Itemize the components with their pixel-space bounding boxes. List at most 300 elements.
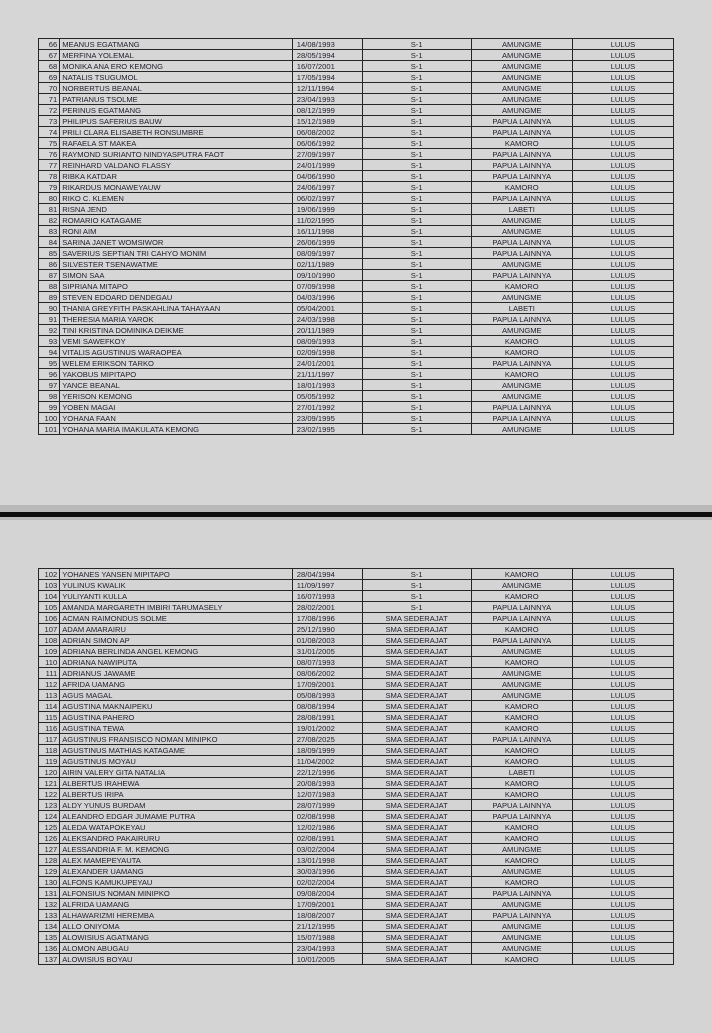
table-row xyxy=(39,413,674,424)
birth-date: 05/08/1993 xyxy=(292,690,362,701)
region-group: PAPUA LAINNYA xyxy=(471,635,572,646)
result-status: LULUS xyxy=(572,800,673,811)
birth-date: 12/07/1983 xyxy=(292,789,362,800)
birth-date: 17/08/1996 xyxy=(292,613,362,624)
education-level: S-1 xyxy=(362,591,471,602)
region-group: LABETI xyxy=(471,767,572,778)
result-status: LULUS xyxy=(572,402,673,413)
result-status: LULUS xyxy=(572,369,673,380)
participant-name: AGUSTINUS MOYAU xyxy=(60,756,293,767)
birth-date: 11/09/1997 xyxy=(292,580,362,591)
birth-date: 27/01/1992 xyxy=(292,402,362,413)
result-status: LULUS xyxy=(572,778,673,789)
education-level: SMA SEDERAJAT xyxy=(362,712,471,723)
birth-date: 11/02/1995 xyxy=(292,215,362,226)
participant-name: ALOMON ABUGAU xyxy=(60,943,293,954)
result-status: LULUS xyxy=(572,877,673,888)
result-status: LULUS xyxy=(572,844,673,855)
table-row xyxy=(39,712,674,723)
education-level: SMA SEDERAJAT xyxy=(362,811,471,822)
participant-name: ADRIANA BERLINDA ANGEL KEMONG xyxy=(60,646,293,657)
education-level: S-1 xyxy=(362,116,471,127)
participant-name: AGUSTINUS FRANSISCO NOMAN MINIPKO xyxy=(60,734,293,745)
region-group: PAPUA LAINNYA xyxy=(471,888,572,899)
education-level: S-1 xyxy=(362,237,471,248)
row-number: 135 xyxy=(39,932,60,943)
education-level: SMA SEDERAJAT xyxy=(362,921,471,932)
row-number: 102 xyxy=(39,569,60,580)
table-row xyxy=(39,116,674,127)
education-level: SMA SEDERAJAT xyxy=(362,756,471,767)
result-status: LULUS xyxy=(572,61,673,72)
row-number: 73 xyxy=(39,116,60,127)
education-level: SMA SEDERAJAT xyxy=(362,877,471,888)
education-level: S-1 xyxy=(362,314,471,325)
participant-name: AIRIN VALERY GITA NATALIA xyxy=(60,767,293,778)
row-number: 96 xyxy=(39,369,60,380)
participant-name: AGUSTINA MAKNAIPEKU xyxy=(60,701,293,712)
region-group: AMUNGME xyxy=(471,259,572,270)
birth-date: 13/01/1998 xyxy=(292,855,362,866)
region-group: KAMORO xyxy=(471,723,572,734)
document-page-2 xyxy=(0,520,712,1033)
result-status: LULUS xyxy=(572,292,673,303)
table-row xyxy=(39,380,674,391)
birth-date: 08/09/1993 xyxy=(292,336,362,347)
participant-name: ALOWISIUS BOYAU xyxy=(60,954,293,965)
table-row xyxy=(39,723,674,734)
table-row xyxy=(39,580,674,591)
table-row xyxy=(39,569,674,580)
birth-date: 17/05/1994 xyxy=(292,72,362,83)
education-level: S-1 xyxy=(362,226,471,237)
table-row xyxy=(39,270,674,281)
table-row xyxy=(39,888,674,899)
table-row xyxy=(39,602,674,613)
region-group: AMUNGME xyxy=(471,866,572,877)
education-level: SMA SEDERAJAT xyxy=(362,646,471,657)
education-level: SMA SEDERAJAT xyxy=(362,822,471,833)
education-level: SMA SEDERAJAT xyxy=(362,943,471,954)
participant-name: YANCE BEANAL xyxy=(60,380,293,391)
participant-name: PERINUS EGATMANG xyxy=(60,105,293,116)
table-row xyxy=(39,215,674,226)
region-group: LABETI xyxy=(471,204,572,215)
birth-date: 24/01/1999 xyxy=(292,160,362,171)
education-level: S-1 xyxy=(362,127,471,138)
result-status: LULUS xyxy=(572,833,673,844)
education-level: S-1 xyxy=(362,149,471,160)
table-row xyxy=(39,226,674,237)
education-level: SMA SEDERAJAT xyxy=(362,723,471,734)
participant-name: MERFINA YOLEMAL xyxy=(60,50,293,61)
education-level: SMA SEDERAJAT xyxy=(362,668,471,679)
birth-date: 02/09/1998 xyxy=(292,347,362,358)
row-number: 130 xyxy=(39,877,60,888)
region-group: AMUNGME xyxy=(471,391,572,402)
row-number: 100 xyxy=(39,413,60,424)
table-row xyxy=(39,844,674,855)
row-number: 105 xyxy=(39,602,60,613)
birth-date: 16/11/1998 xyxy=(292,226,362,237)
table-row xyxy=(39,138,674,149)
participant-name: ADAM AMARAIRU xyxy=(60,624,293,635)
education-level: S-1 xyxy=(362,303,471,314)
result-status: LULUS xyxy=(572,943,673,954)
birth-date: 06/06/1992 xyxy=(292,138,362,149)
education-level: SMA SEDERAJAT xyxy=(362,778,471,789)
birth-date: 17/09/2001 xyxy=(292,679,362,690)
result-status: LULUS xyxy=(572,613,673,624)
participant-name: ALFONSIUS NOMAN MINIPKO xyxy=(60,888,293,899)
region-group: KAMORO xyxy=(471,569,572,580)
table-row xyxy=(39,921,674,932)
row-number: 118 xyxy=(39,745,60,756)
table-row xyxy=(39,424,674,435)
birth-date: 17/09/2001 xyxy=(292,899,362,910)
table-row xyxy=(39,657,674,668)
birth-date: 12/02/1986 xyxy=(292,822,362,833)
region-group: PAPUA LAINNYA xyxy=(471,613,572,624)
row-number: 131 xyxy=(39,888,60,899)
education-level: S-1 xyxy=(362,160,471,171)
result-status: LULUS xyxy=(572,899,673,910)
result-status: LULUS xyxy=(572,138,673,149)
result-status: LULUS xyxy=(572,160,673,171)
participant-name: ADRIAN SIMON AP xyxy=(60,635,293,646)
table-row xyxy=(39,690,674,701)
participant-name: YOHANA MARIA IMAKULATA KEMONG xyxy=(60,424,293,435)
row-number: 67 xyxy=(39,50,60,61)
region-group: PAPUA LAINNYA xyxy=(471,127,572,138)
birth-date: 06/08/2002 xyxy=(292,127,362,138)
participant-name: ALESSANDRIA F. M. KEMONG xyxy=(60,844,293,855)
participant-name: PHILIPUS SAFERIUS BAUW xyxy=(60,116,293,127)
birth-date: 02/08/1991 xyxy=(292,833,362,844)
region-group: KAMORO xyxy=(471,712,572,723)
table-row xyxy=(39,855,674,866)
result-status: LULUS xyxy=(572,237,673,248)
table-row xyxy=(39,866,674,877)
row-number: 127 xyxy=(39,844,60,855)
row-number: 78 xyxy=(39,171,60,182)
region-group: PAPUA LAINNYA xyxy=(471,171,572,182)
participant-name: THANIA GREYFITH PASKAHLINA TAHAYAAN xyxy=(60,303,293,314)
table-row xyxy=(39,778,674,789)
education-level: S-1 xyxy=(362,182,471,193)
participant-name: ADRIANUS JAWAME xyxy=(60,668,293,679)
table-row xyxy=(39,237,674,248)
region-group: KAMORO xyxy=(471,347,572,358)
result-status: LULUS xyxy=(572,72,673,83)
education-level: SMA SEDERAJAT xyxy=(362,624,471,635)
region-group: KAMORO xyxy=(471,855,572,866)
birth-date: 30/03/1996 xyxy=(292,866,362,877)
row-number: 88 xyxy=(39,281,60,292)
education-level: S-1 xyxy=(362,94,471,105)
education-level: SMA SEDERAJAT xyxy=(362,789,471,800)
education-level: SMA SEDERAJAT xyxy=(362,701,471,712)
birth-date: 28/02/2001 xyxy=(292,602,362,613)
row-number: 95 xyxy=(39,358,60,369)
result-status: LULUS xyxy=(572,248,673,259)
table-row xyxy=(39,877,674,888)
row-number: 122 xyxy=(39,789,60,800)
table-row xyxy=(39,734,674,745)
row-number: 87 xyxy=(39,270,60,281)
table-row xyxy=(39,822,674,833)
region-group: KAMORO xyxy=(471,624,572,635)
education-level: S-1 xyxy=(362,72,471,83)
table-row xyxy=(39,899,674,910)
participant-name: ALFRIDA UAMANG xyxy=(60,899,293,910)
participant-name: AGUS MAGAL xyxy=(60,690,293,701)
result-status: LULUS xyxy=(572,94,673,105)
row-number: 123 xyxy=(39,800,60,811)
result-status: LULUS xyxy=(572,657,673,668)
row-number: 89 xyxy=(39,292,60,303)
table-row xyxy=(39,94,674,105)
participant-name: SILVESTER TSENAWATME xyxy=(60,259,293,270)
region-group: PAPUA LAINNYA xyxy=(471,800,572,811)
result-status: LULUS xyxy=(572,171,673,182)
birth-date: 07/09/1998 xyxy=(292,281,362,292)
education-level: SMA SEDERAJAT xyxy=(362,800,471,811)
table-row xyxy=(39,182,674,193)
row-number: 94 xyxy=(39,347,60,358)
row-number: 106 xyxy=(39,613,60,624)
participant-name: RIBKA KATDAR xyxy=(60,171,293,182)
table-row xyxy=(39,347,674,358)
result-status: LULUS xyxy=(572,646,673,657)
birth-date: 08/06/2002 xyxy=(292,668,362,679)
region-group: AMUNGME xyxy=(471,39,572,50)
table-row xyxy=(39,668,674,679)
education-level: S-1 xyxy=(362,193,471,204)
participant-name: WELEM ERIKSON TARKO xyxy=(60,358,293,369)
row-number: 103 xyxy=(39,580,60,591)
education-level: S-1 xyxy=(362,424,471,435)
result-status: LULUS xyxy=(572,380,673,391)
row-number: 134 xyxy=(39,921,60,932)
participant-name: YOBEN MAGAI xyxy=(60,402,293,413)
birth-date: 31/01/2005 xyxy=(292,646,362,657)
row-number: 76 xyxy=(39,149,60,160)
region-group: KAMORO xyxy=(471,745,572,756)
participant-name: RAFAELA ST MAKEA xyxy=(60,138,293,149)
birth-date: 23/09/1995 xyxy=(292,413,362,424)
participant-name: NORBERTUS BEANAL xyxy=(60,83,293,94)
participant-name: TINI KRISTINA DOMINIKA DEIKME xyxy=(60,325,293,336)
result-status: LULUS xyxy=(572,712,673,723)
row-number: 77 xyxy=(39,160,60,171)
row-number: 75 xyxy=(39,138,60,149)
region-group: PAPUA LAINNYA xyxy=(471,734,572,745)
region-group: KAMORO xyxy=(471,369,572,380)
result-status: LULUS xyxy=(572,325,673,336)
result-status: LULUS xyxy=(572,591,673,602)
table-row xyxy=(39,204,674,215)
result-status: LULUS xyxy=(572,127,673,138)
row-number: 129 xyxy=(39,866,60,877)
education-level: SMA SEDERAJAT xyxy=(362,679,471,690)
region-group: AMUNGME xyxy=(471,899,572,910)
table-row xyxy=(39,369,674,380)
education-level: SMA SEDERAJAT xyxy=(362,932,471,943)
document-page-1 xyxy=(0,0,712,505)
result-status: LULUS xyxy=(572,424,673,435)
result-status: LULUS xyxy=(572,734,673,745)
results-table-1 xyxy=(38,38,674,435)
row-number: 125 xyxy=(39,822,60,833)
result-status: LULUS xyxy=(572,347,673,358)
row-number: 111 xyxy=(39,668,60,679)
result-status: LULUS xyxy=(572,910,673,921)
region-group: AMUNGME xyxy=(471,50,572,61)
participant-name: ALBERTUS IRIPA xyxy=(60,789,293,800)
table-row xyxy=(39,756,674,767)
education-level: S-1 xyxy=(362,105,471,116)
result-status: LULUS xyxy=(572,226,673,237)
row-number: 93 xyxy=(39,336,60,347)
result-status: LULUS xyxy=(572,855,673,866)
participant-name: AMANDA MARGARETH IMBIRI TARUMASELY xyxy=(60,602,293,613)
row-number: 117 xyxy=(39,734,60,745)
birth-date: 15/07/1988 xyxy=(292,932,362,943)
table-row xyxy=(39,943,674,954)
birth-date: 26/06/1999 xyxy=(292,237,362,248)
table-row xyxy=(39,402,674,413)
birth-date: 28/08/1991 xyxy=(292,712,362,723)
table-row xyxy=(39,635,674,646)
region-group: AMUNGME xyxy=(471,380,572,391)
result-status: LULUS xyxy=(572,866,673,877)
result-status: LULUS xyxy=(572,182,673,193)
row-number: 70 xyxy=(39,83,60,94)
result-status: LULUS xyxy=(572,756,673,767)
result-status: LULUS xyxy=(572,767,673,778)
row-number: 68 xyxy=(39,61,60,72)
region-group: PAPUA LAINNYA xyxy=(471,116,572,127)
birth-date: 19/06/1999 xyxy=(292,204,362,215)
row-number: 83 xyxy=(39,226,60,237)
education-level: S-1 xyxy=(362,281,471,292)
participant-name: YERISON KEMONG xyxy=(60,391,293,402)
participant-name: PRILI CLARA ELISABETH RONSUMBRE xyxy=(60,127,293,138)
table-row xyxy=(39,281,674,292)
education-level: SMA SEDERAJAT xyxy=(362,635,471,646)
table-row xyxy=(39,910,674,921)
row-number: 110 xyxy=(39,657,60,668)
row-number: 112 xyxy=(39,679,60,690)
result-status: LULUS xyxy=(572,888,673,899)
participant-name: SAVERIUS SEPTIAN TRI CAHYO MONIM xyxy=(60,248,293,259)
table-row xyxy=(39,127,674,138)
region-group: KAMORO xyxy=(471,701,572,712)
result-status: LULUS xyxy=(572,701,673,712)
region-group: AMUNGME xyxy=(471,61,572,72)
participant-name: NATALIS TSUGUMOL xyxy=(60,72,293,83)
table-row xyxy=(39,149,674,160)
participant-name: ALDY YUNUS BURDAM xyxy=(60,800,293,811)
result-status: LULUS xyxy=(572,954,673,965)
table-row xyxy=(39,72,674,83)
region-group: PAPUA LAINNYA xyxy=(471,160,572,171)
participant-name: ALOWISIUS AGATMANG xyxy=(60,932,293,943)
region-group: PAPUA LAINNYA xyxy=(471,413,572,424)
birth-date: 02/11/1989 xyxy=(292,259,362,270)
birth-date: 28/05/1994 xyxy=(292,50,362,61)
birth-date: 10/01/2005 xyxy=(292,954,362,965)
table-row xyxy=(39,391,674,402)
table-row xyxy=(39,303,674,314)
education-level: SMA SEDERAJAT xyxy=(362,767,471,778)
result-status: LULUS xyxy=(572,789,673,800)
result-status: LULUS xyxy=(572,811,673,822)
region-group: KAMORO xyxy=(471,591,572,602)
table-row xyxy=(39,83,674,94)
row-number: 72 xyxy=(39,105,60,116)
result-status: LULUS xyxy=(572,50,673,61)
result-status: LULUS xyxy=(572,745,673,756)
region-group: AMUNGME xyxy=(471,105,572,116)
education-level: SMA SEDERAJAT xyxy=(362,613,471,624)
education-level: SMA SEDERAJAT xyxy=(362,745,471,756)
table-row xyxy=(39,171,674,182)
region-group: PAPUA LAINNYA xyxy=(471,910,572,921)
region-group: KAMORO xyxy=(471,833,572,844)
birth-date: 05/05/1992 xyxy=(292,391,362,402)
region-group: AMUNGME xyxy=(471,646,572,657)
birth-date: 06/02/1997 xyxy=(292,193,362,204)
birth-date: 04/03/1996 xyxy=(292,292,362,303)
row-number: 132 xyxy=(39,899,60,910)
participant-name: RAYMOND SURIANTO NINDYASPUTRA FAOT xyxy=(60,149,293,160)
row-number: 90 xyxy=(39,303,60,314)
result-status: LULUS xyxy=(572,303,673,314)
row-number: 116 xyxy=(39,723,60,734)
education-level: SMA SEDERAJAT xyxy=(362,690,471,701)
results-table-body xyxy=(39,569,674,965)
row-number: 91 xyxy=(39,314,60,325)
region-group: PAPUA LAINNYA xyxy=(471,149,572,160)
region-group: AMUNGME xyxy=(471,932,572,943)
region-group: PAPUA LAINNYA xyxy=(471,237,572,248)
participant-name: STEVEN EDOARD DENDEGAU xyxy=(60,292,293,303)
row-number: 104 xyxy=(39,591,60,602)
participant-name: RONI AIM xyxy=(60,226,293,237)
education-level: S-1 xyxy=(362,402,471,413)
region-group: PAPUA LAINNYA xyxy=(471,193,572,204)
region-group: AMUNGME xyxy=(471,72,572,83)
participant-name: YOHANES YANSEN MIPITAPO xyxy=(60,569,293,580)
region-group: AMUNGME xyxy=(471,921,572,932)
education-level: S-1 xyxy=(362,83,471,94)
participant-name: MEANUS EGATMANG xyxy=(60,39,293,50)
education-level: S-1 xyxy=(362,602,471,613)
row-number: 66 xyxy=(39,39,60,50)
table-row xyxy=(39,314,674,325)
birth-date: 27/09/1997 xyxy=(292,149,362,160)
participant-name: ALEANDRO EDGAR JUMAME PUTRA xyxy=(60,811,293,822)
region-group: KAMORO xyxy=(471,138,572,149)
participant-name: ACMAN RAIMONDUS SOLME xyxy=(60,613,293,624)
participant-name: ALEKSANDRO PAKAIRURU xyxy=(60,833,293,844)
participant-name: ALEX MAMEPEYAUTA xyxy=(60,855,293,866)
table-row xyxy=(39,745,674,756)
row-number: 119 xyxy=(39,756,60,767)
birth-date: 09/10/1990 xyxy=(292,270,362,281)
